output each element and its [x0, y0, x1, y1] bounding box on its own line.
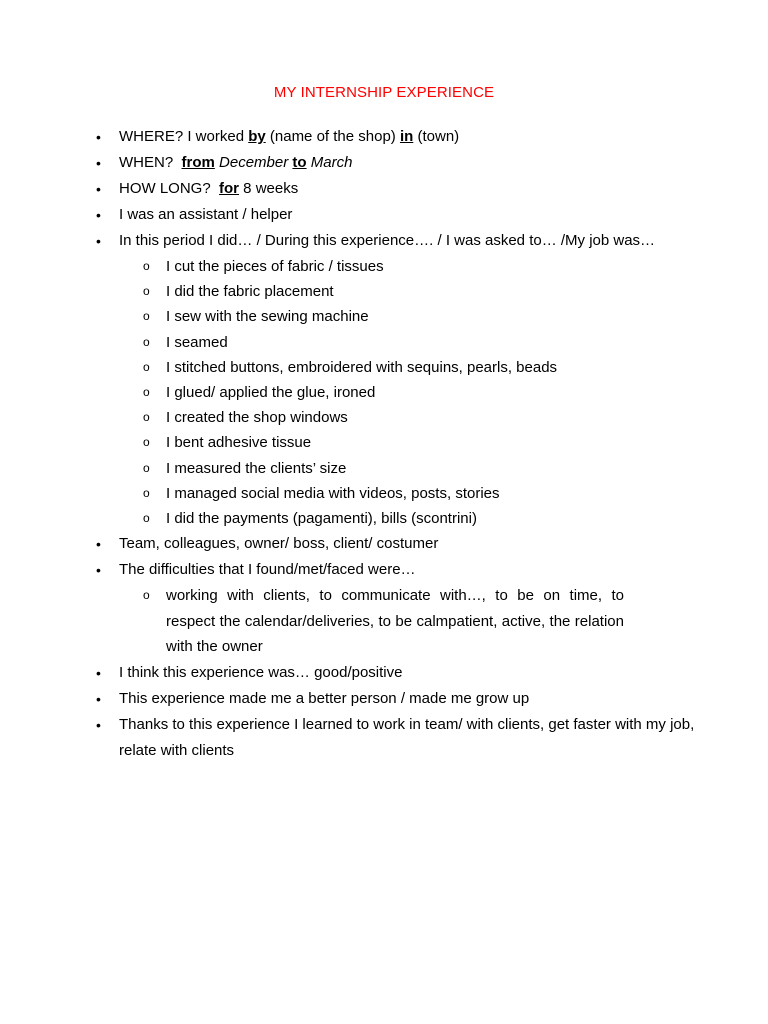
- keyword-in: in: [399, 128, 414, 145]
- task-text: I bent adhesive tissue: [166, 434, 312, 452]
- text-span: WHERE? I worked: [119, 128, 249, 145]
- text-span: HOW LONG?: [119, 180, 220, 197]
- bullet-icon: •: [96, 562, 101, 579]
- task-text: I glued/ applied the glue, ironed: [166, 384, 376, 402]
- text-span: (name of the shop): [265, 128, 400, 145]
- sub-list-item: [0, 481, 696, 506]
- sub-list-item: [0, 380, 696, 405]
- text-span: The difficulties that I found/met/faced were…: [119, 561, 416, 579]
- list-item-difficulties: [0, 557, 768, 660]
- difficulty-text: working with clients, to communicate with…, to be on time, to respect the calendar/deliveries, to be calmpatient, active, the relation with the owner: [166, 587, 624, 656]
- page-title: MY INTERNSHIP EXPERIENCE: [273, 84, 495, 101]
- list-item-how-long: [0, 176, 768, 202]
- sub-list-item: [0, 456, 696, 481]
- circle-bullet-icon: o: [143, 334, 150, 349]
- list-item-growth: [0, 686, 768, 712]
- text-span: Thanks to this experience I learned to work in team/ with clients, get faster with my job, relate with clients: [119, 715, 695, 759]
- task-text: I sew with the sewing machine: [166, 308, 369, 326]
- keyword-from: from: [181, 154, 215, 171]
- list-item-role: [0, 202, 768, 228]
- text-span: (town): [413, 128, 460, 145]
- task-text: I did the fabric placement: [166, 283, 334, 301]
- bullet-icon: •: [96, 129, 101, 145]
- bullet-icon: •: [96, 536, 101, 553]
- task-text: I measured the clients’ size: [166, 459, 347, 477]
- list-item-tasks: [0, 228, 768, 531]
- keyword-by: by: [248, 128, 266, 145]
- circle-bullet-icon: o: [143, 485, 150, 500]
- italic-month-start: December: [219, 154, 289, 171]
- sub-list-item: [0, 583, 696, 660]
- text-span: I was an assistant / helper: [119, 206, 293, 223]
- text-span: WHEN?: [119, 154, 182, 171]
- text-span: In this period I did… / During this experience…. / I was asked to… /My job was…: [119, 232, 656, 249]
- list-item-opinion: [0, 660, 768, 686]
- sub-list-item: [0, 304, 696, 329]
- sub-list-item: [0, 430, 696, 455]
- main-bullet-list: [0, 124, 768, 764]
- keyword-for: for: [219, 180, 240, 197]
- sub-list-item: [0, 330, 696, 355]
- sub-list-item: [0, 355, 696, 380]
- tasks-sub-list: [119, 254, 696, 531]
- bullet-icon: •: [96, 690, 101, 707]
- sub-list-item: [0, 254, 696, 279]
- bullet-icon: •: [96, 155, 101, 171]
- bullet-icon: •: [96, 207, 101, 223]
- task-text: I did the payments (pagamenti), bills (scontrini): [166, 510, 477, 528]
- circle-bullet-icon: o: [143, 410, 150, 425]
- circle-bullet-icon: o: [143, 511, 150, 526]
- bullet-icon: •: [96, 716, 101, 733]
- bullet-icon: •: [96, 181, 101, 197]
- sub-list-item: [0, 279, 696, 304]
- text-span: I think this experience was… good/positive: [119, 663, 403, 681]
- text-span: 8 weeks: [239, 180, 299, 197]
- list-item-learned: [0, 712, 768, 764]
- circle-bullet-icon: o: [143, 588, 150, 603]
- sub-list-item: [0, 506, 696, 531]
- list-item-when: [0, 150, 768, 176]
- circle-bullet-icon: o: [143, 284, 150, 299]
- task-text: I created the shop windows: [166, 409, 348, 427]
- circle-bullet-icon: o: [143, 359, 150, 374]
- circle-bullet-icon: o: [143, 259, 150, 273]
- circle-bullet-icon: o: [143, 460, 150, 475]
- task-text: I cut the pieces of fabric / tissues: [166, 258, 384, 275]
- text-span: This experience made me a better person / made me grow up: [119, 689, 530, 707]
- circle-bullet-icon: o: [143, 385, 150, 400]
- task-text: I stitched buttons, embroidered with sequins, pearls, beads: [166, 358, 558, 376]
- bullet-icon: •: [96, 233, 101, 249]
- bullet-icon: •: [96, 664, 101, 681]
- circle-bullet-icon: o: [143, 435, 150, 450]
- task-text: I managed social media with videos, posts, stories: [166, 484, 500, 502]
- list-item-team: [0, 531, 768, 557]
- circle-bullet-icon: o: [143, 309, 150, 324]
- italic-month-end: March: [310, 154, 353, 171]
- difficulties-sub-list: [119, 583, 696, 660]
- sub-list-item: [0, 405, 696, 430]
- keyword-to: to: [292, 154, 307, 171]
- task-text: I seamed: [166, 333, 228, 351]
- text-span: Team, colleagues, owner/ boss, client/ costumer: [119, 535, 439, 553]
- list-item-where: [0, 124, 768, 150]
